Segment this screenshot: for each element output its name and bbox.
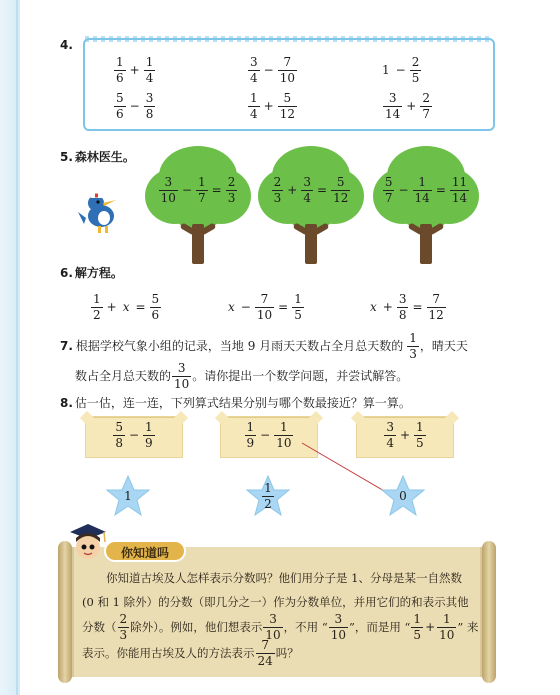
q4-expr-6: $\frac{3}{14}$ + $\frac{2}{7}$ bbox=[385, 91, 430, 121]
question-heading-5: 5. 森林医生。 bbox=[60, 150, 135, 164]
equation-2: x − $\frac{7}{10}$ = $\frac{1}{5}$ bbox=[228, 292, 302, 322]
equation-1: $\frac{1}{2}$ + x = $\frac{5}{6}$ bbox=[93, 292, 160, 322]
note-card-2[interactable]: $\frac{1}{9}$ − $\frac{1}{10}$ bbox=[220, 416, 318, 458]
star-answer-half[interactable]: $\frac{1}{2}$ bbox=[246, 475, 290, 517]
note-card-1[interactable]: $\frac{5}{8}$ − $\frac{1}{9}$ bbox=[85, 416, 183, 458]
q4-expr-2: $\frac{3}{4}$ − $\frac{7}{10}$ bbox=[250, 55, 295, 85]
did-you-know-title: 你知道吗 bbox=[104, 540, 186, 562]
q4-expr-3: 1 − $\frac{2}{5}$ bbox=[382, 55, 420, 85]
question-7: 7. 根据学校气象小组的记录，当地 9 月雨天天数占全月总天数的 $\frac{1}{3}$ ，晴天天 数占全月总天数的 $\frac{3}{10}$ 。请你提出一个数学问题，并尝试解答。 bbox=[60, 331, 468, 391]
question-heading-6: 6. 解方程。 bbox=[60, 266, 123, 280]
star-answer-1[interactable]: 1 bbox=[106, 475, 150, 517]
star-answer-0[interactable]: 0 bbox=[381, 475, 425, 517]
q4-expr-4: $\frac{5}{6}$ − $\frac{3}{8}$ bbox=[116, 91, 154, 121]
q4-expr-5: $\frac{1}{4}$ + $\frac{5}{12}$ bbox=[250, 91, 295, 121]
q4-expr-1: $\frac{1}{6}$ + $\frac{1}{4}$ bbox=[116, 55, 154, 85]
did-you-know-text: 你知道古埃及人怎样表示分数吗？他们用分子是 1、分母是某一自然数 (0 和 1 除外）的分数（即几分之一）作为分数单位，并用它们的和表示其他 分数（ $\frac{2}{3}$ 除外）。例如，他们想表示 $\frac{3}{10}$ ，不用 “ $\frac{3}{10}$ ”，而是用 “ $\frac{1}{5}$ + $\frac{1}{10}$ ” 来 表示。你能用古埃及人的方法表示 $\frac{7}{24}$ 吗？ bbox=[82, 571, 479, 668]
note-card-3[interactable]: $\frac{3}{4}$ + $\frac{1}{5}$ bbox=[356, 416, 454, 458]
tree-2-equation: $\frac{2}{3}$ + $\frac{3}{4}$ = $\frac{5}{12}$ bbox=[273, 175, 349, 205]
tree-1-equation: $\frac{3}{10}$ − $\frac{1}{7}$ = $\frac{2}{3}$ bbox=[160, 175, 236, 205]
question-heading-8: 8. 估一估，连一连，下列算式结果分别与哪个数最接近？算一算。 bbox=[60, 396, 411, 410]
question-number-4: 4. bbox=[60, 38, 73, 52]
tree-3-equation: $\frac{5}{7}$ − $\frac{1}{14}$ = $\frac{11}{14}$ bbox=[384, 175, 468, 205]
equation-3: x + $\frac{3}{8}$ = $\frac{7}{12}$ bbox=[370, 292, 444, 322]
scholar-boy-illustration bbox=[64, 520, 110, 566]
